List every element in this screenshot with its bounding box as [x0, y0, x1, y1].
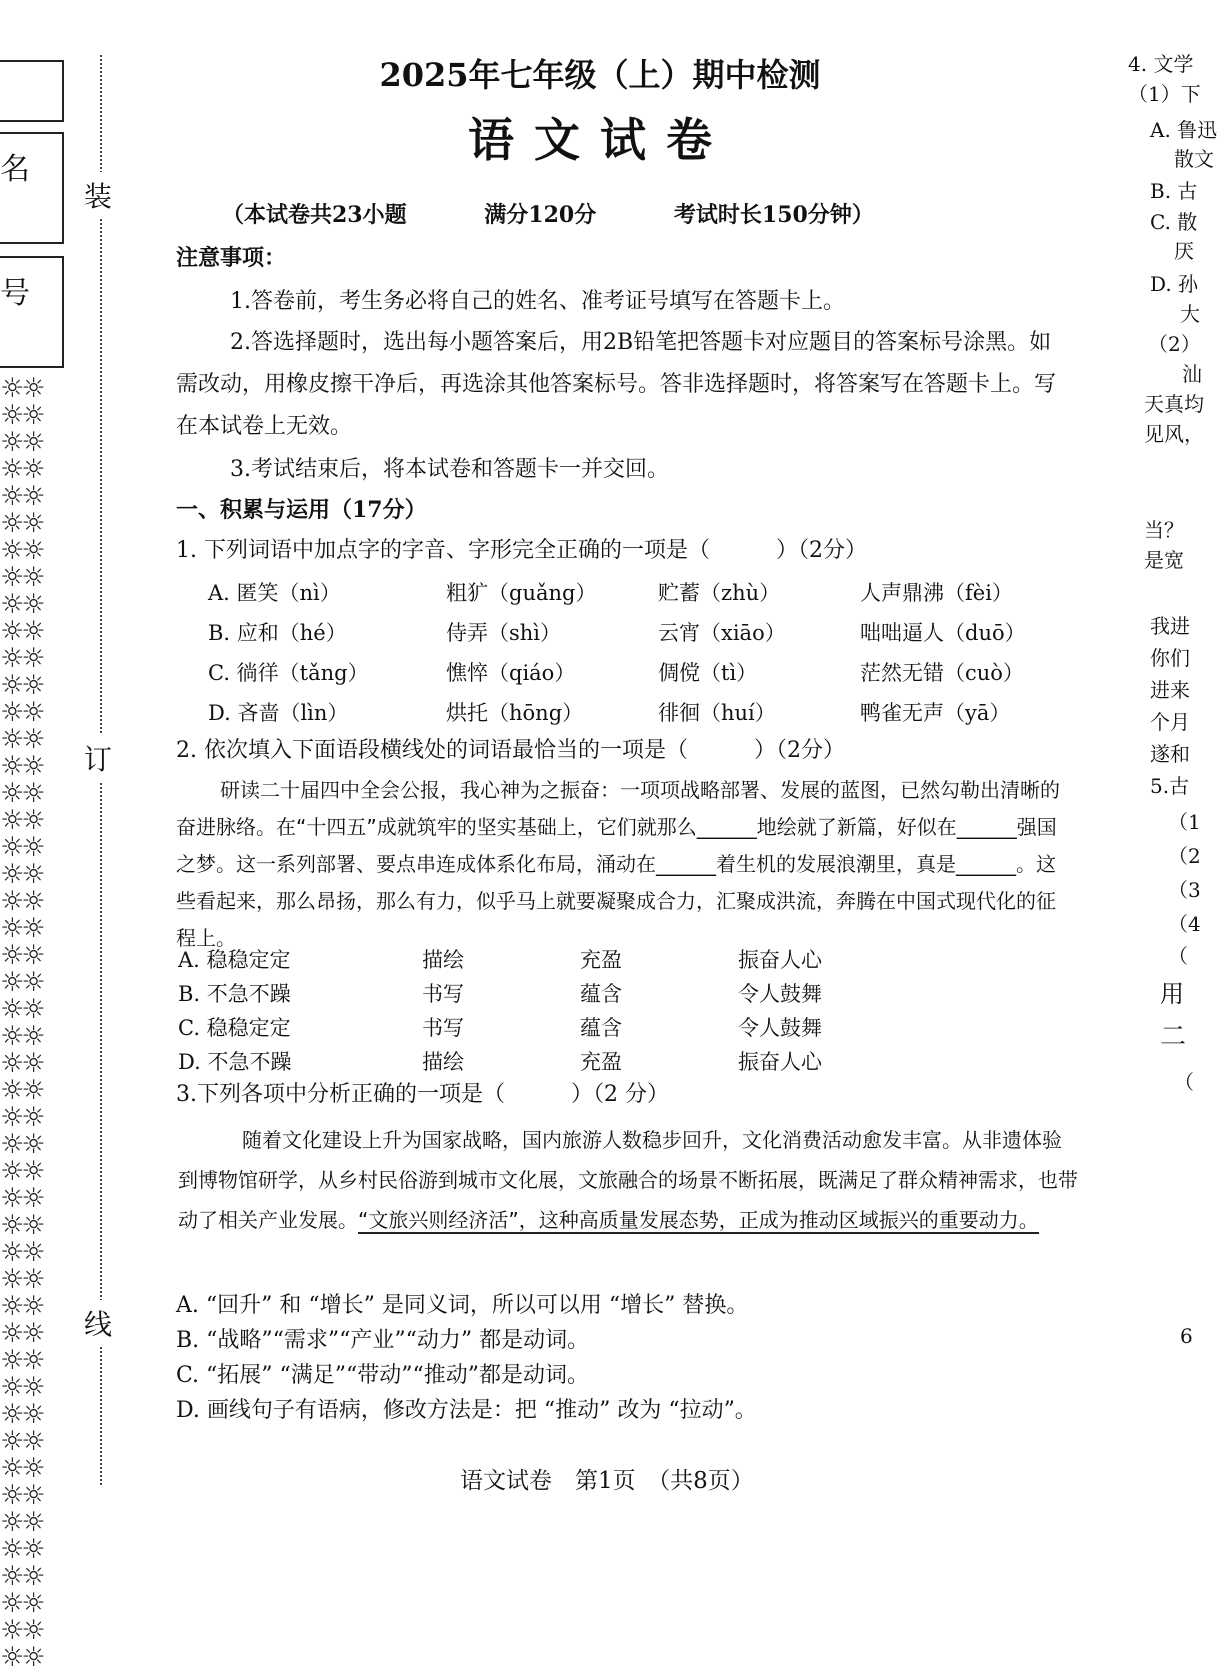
fragment: 遂和	[1150, 742, 1190, 766]
page-footer: 语文试卷 第1页 （共8页）	[460, 1468, 754, 1494]
q1-option-c	[208, 657, 1028, 687]
fragment: 是宽	[1144, 548, 1184, 572]
fragment: （2）	[1148, 332, 1201, 356]
fragment: 6	[1180, 1324, 1193, 1348]
fragment: 我进	[1150, 614, 1190, 638]
q1-option-d	[208, 697, 1028, 727]
q3-option-a: A. “回升” 和 “增长” 是同义词，所以可以用 “增长” 替换。	[176, 1293, 749, 1318]
q2-c-3: 蕴含	[580, 1016, 622, 1040]
exam-room-box	[0, 60, 64, 122]
fragment: 个月	[1150, 710, 1190, 734]
fragment: 厌	[1174, 239, 1194, 263]
fragment: 5.古	[1150, 774, 1190, 798]
fragment: （	[1168, 944, 1188, 968]
exam-info	[222, 198, 944, 229]
fragment: 进来	[1150, 678, 1190, 702]
note-item-1: 1.答卷前，考生务必将自己的姓名、准考证号填写在答题卡上。	[230, 289, 845, 314]
q2-option-b	[178, 978, 878, 1008]
fragment: C. 散	[1150, 210, 1198, 234]
question-1-stem: 1. 下列词语中加点字的字音、字形完全正确的一项是（ ）（2分）	[176, 538, 867, 563]
q2-c-4: 令人鼓舞	[738, 1016, 822, 1040]
binding-char-xian: 线	[84, 1300, 112, 1346]
q1-d-word-3: 徘徊（huí）	[658, 701, 776, 725]
fragment: （1）下	[1128, 82, 1201, 106]
q2-b-2: 书写	[422, 982, 464, 1006]
q1-b-word-1: B. 应和（hé）	[208, 621, 347, 645]
section-heading: 一、积累与运用（17分）	[176, 497, 427, 523]
q2-option-d	[178, 1046, 878, 1076]
name-box-label: 名	[0, 152, 30, 187]
q2-b-3: 蕴含	[580, 982, 622, 1006]
fragment: 你们	[1150, 646, 1190, 670]
fragment: 用	[1160, 980, 1184, 1008]
q1-b-word-2: 侍弄（shì）	[446, 621, 562, 645]
decorative-sun-border: ☼☼☼☼☼☼☼☼☼☼☼☼☼☼☼☼☼☼☼☼☼☼☼☼☼☼☼☼☼☼☼☼☼☼☼☼☼☼☼☼☼☼☼☼☼☼☼☼☼☼☼☼☼☼☼☼☼☼☼☼☼☼☼☼☼☼☼☼☼☼☼☼☼☼☼☼☼☼☼☼☼☼☼☼☼☼☼☼☼☼☼☼☼☼☼☼	[0, 373, 43, 1673]
q2-b-1: B. 不急不躁	[178, 982, 291, 1006]
q1-c-word-4: 茫然无错（cuò）	[860, 661, 1024, 685]
note-item-2: 2.答选择题时，选出每小题答案后，用2B铅笔把答题卡对应题目的答案标号涂黑。如需改动，用橡皮擦干净后，再选涂其他答案标号。答非选择题时，将答案写在答题卡上。写在本试卷上无效。	[176, 330, 1057, 439]
q2-c-1: C. 稳稳定定	[178, 1016, 291, 1040]
fragment: 大	[1180, 302, 1200, 326]
q1-option-a	[208, 577, 1028, 607]
q3-option-b: B. “战略”“需求”“产业”“动力” 都是动词。	[176, 1328, 590, 1353]
number-box-label: 号	[0, 276, 30, 311]
q1-a-word-1: A. 匿笑（nì）	[208, 581, 341, 605]
question-3-stem: 3.下列各项中分析正确的一项是（ ）（2 分）	[176, 1082, 669, 1107]
q2-option-c	[178, 1012, 878, 1042]
fragment: （	[1174, 1070, 1194, 1094]
exam-duration: 考试时长150分钟）	[673, 202, 874, 228]
full-score: 满分120分	[484, 202, 597, 228]
q3-passage	[178, 1120, 1078, 1240]
fragment: 当？	[1144, 518, 1184, 542]
q2-d-3: 充盈	[580, 1050, 622, 1074]
q2-c-2: 书写	[422, 1016, 464, 1040]
q1-a-word-4: 人声鼎沸（fèi）	[860, 581, 1013, 605]
question-count: （本试卷共23小题	[222, 202, 407, 228]
q2-a-4: 振奋人心	[738, 948, 822, 972]
q2-option-a	[178, 944, 878, 974]
q1-d-word-2: 烘托（hōng）	[446, 701, 584, 725]
q2-a-3: 充盈	[580, 948, 622, 972]
q2-a-1: A. 稳稳定定	[178, 948, 291, 972]
subject-title: 语文试卷	[468, 113, 732, 167]
fragment: 天真均	[1144, 392, 1204, 416]
q2-a-2: 描绘	[422, 948, 464, 972]
fragment: 汕	[1182, 362, 1202, 386]
notes-heading: 注意事项：	[176, 245, 287, 271]
q2-d-4: 振奋人心	[738, 1050, 822, 1074]
q1-d-word-4: 鸭雀无声（yā）	[860, 701, 1011, 725]
number-box	[0, 256, 64, 368]
q1-c-word-2: 憔悴（qiáo）	[446, 661, 576, 685]
q1-b-word-3: 云宵（xiāo）	[658, 621, 786, 645]
fragment: B. 古	[1150, 179, 1198, 203]
fragment: 二	[1160, 1022, 1187, 1052]
q3-option-d: D. 画线句子有语病，修改方法是：把 “推动” 改为 “拉动”。	[176, 1398, 757, 1423]
fragment: D. 孙	[1150, 272, 1199, 296]
fragment: 4. 文学	[1128, 52, 1194, 76]
q1-b-word-4: 咄咄逼人（duō）	[860, 621, 1026, 645]
exam-title: 2025年七年级（上）期中检测	[379, 56, 821, 94]
q1-d-word-1: D. 吝啬（lìn）	[208, 701, 349, 725]
binding-char-ding: 订	[84, 735, 112, 781]
fragment: （2	[1168, 844, 1201, 868]
q2-d-1: D. 不急不躁	[178, 1050, 292, 1074]
q3-underlined-sentence: “文旅兴则经济活”，这种高质量发展态势，正成为推动区域振兴的重要动力。	[358, 1208, 1039, 1232]
fragment: A. 鲁迅	[1150, 118, 1217, 142]
fragment: （3	[1168, 878, 1201, 902]
binding-char-zhuang: 装	[84, 172, 112, 218]
q1-c-word-1: C. 徜徉（tǎng）	[208, 661, 369, 685]
q2-passage: 研读二十届四中全会公报，我心神为之振奋：一项项战略部署、发展的蓝图，已然勾勒出清晰的奋进脉络。在“十四五”成就筑牢的坚实基础上，它们就那么______地绘就了新篇，好似在______强国之梦。这一系列部署、要点串连成体系化布局，涌动在______着生机的发展浪潮里，真是______。这些看起来，那么昂扬，那么有力，似乎马上就要凝聚成合力，汇聚成洪流，奔腾在中国式现代化的征程上。	[176, 778, 1060, 950]
fragment: （1	[1168, 810, 1201, 834]
next-page-fragments	[1128, 40, 1217, 1510]
fragment: 见风，	[1144, 422, 1204, 446]
q3-option-c: C. “拓展” “满足”“带动”“推动”都是动词。	[176, 1363, 590, 1388]
q3-passage-text: 随着文化建设上升为国家战略，国内旅游人数稳步回升，文化消费活动愈发丰富。从非遗体验到博物馆研学，从乡村民俗游到城市文化展，文旅融合的场景不断拓展，既满足了群众精神需求，也带动了相关产业发展。	[178, 1128, 1078, 1232]
note-item-3: 3.考试结束后，将本试卷和答题卡一并交回。	[230, 457, 669, 482]
q1-option-b	[208, 617, 1028, 647]
q1-c-word-3: 倜傥（tì）	[658, 661, 758, 685]
question-2-stem: 2. 依次填入下面语段横线处的词语最恰当的一项是（ ）（2分）	[176, 738, 845, 763]
name-box	[0, 132, 64, 244]
fragment: 散文	[1174, 147, 1214, 171]
q1-a-word-3: 贮蓄（zhù）	[658, 581, 781, 605]
fragment: （4	[1168, 912, 1201, 936]
q2-b-4: 令人鼓舞	[738, 982, 822, 1006]
q1-a-word-2: 粗犷（guǎng）	[446, 581, 597, 605]
q2-d-2: 描绘	[422, 1050, 464, 1074]
